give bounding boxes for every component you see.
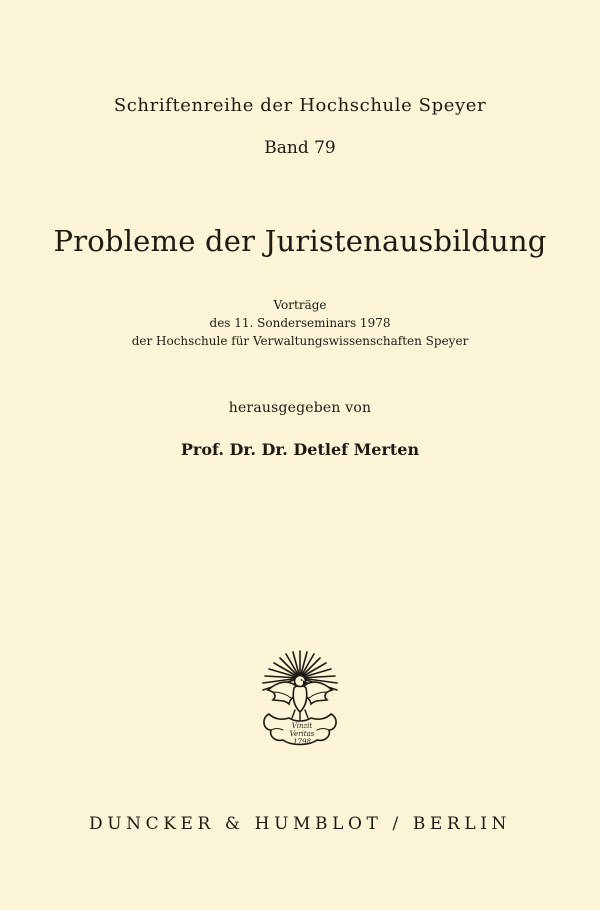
volume-number: Band 79 <box>264 138 336 158</box>
subtitle-line-1: Vorträge <box>273 298 327 312</box>
series-title: Schriftenreihe der Hochschule Speyer <box>113 95 487 116</box>
subtitle-line-2: des 11. Sonderseminars 1978 <box>209 316 391 330</box>
subtitle-line-3: der Hochschule für Verwaltungswissenschaften Speyer <box>131 334 469 348</box>
book-title: Probleme der Juristenausbildung <box>53 224 547 258</box>
edited-by-label: herausgegeben von <box>228 400 372 416</box>
emblem-motto-line-1: Vinzit <box>291 722 313 730</box>
publisher-imprint: DUNCKER & HUMBLOT / BERLIN <box>88 814 512 834</box>
editor-name: Prof. Dr. Dr. Detlef Merten <box>180 440 420 459</box>
eagle-emblem-icon <box>255 648 345 753</box>
emblem-motto-line-2: Veritas <box>289 730 315 738</box>
emblem-motto-line-3: 1798 <box>293 738 311 746</box>
